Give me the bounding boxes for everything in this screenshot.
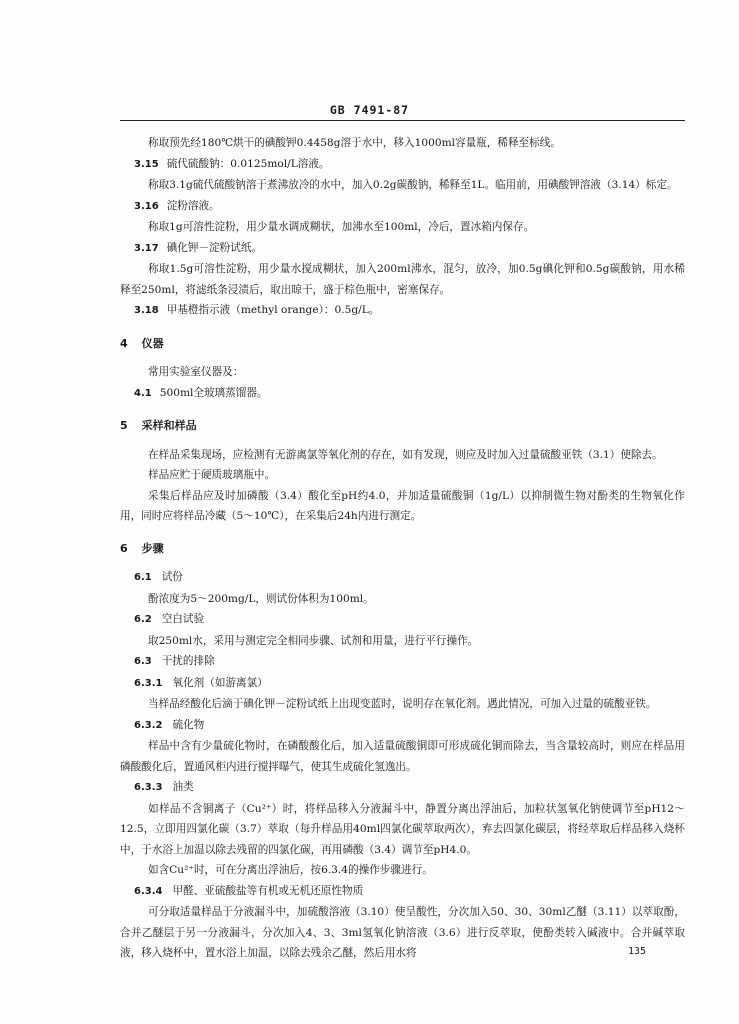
document-body [120, 133, 685, 964]
clause-text: 空白试验 [161, 613, 205, 625]
paragraph: 称取预先经180℃烘干的碘酸钾0.4458g溶于水中，移入1000ml容量瓶，稀释至标线。 [148, 137, 561, 149]
paragraph: 样品中含有少量硫化物时，在磷酸酸化后，加入适量硫酸铜即可形成硫化铜而除去，当含量较高时，则应在样品用磷酸酸化后，置通风柜内进行搅拌曝气，使其生成硫化氢逸出。 [120, 740, 685, 773]
subsection-heading [120, 777, 685, 799]
subsection-heading [120, 567, 685, 589]
clause-item [120, 196, 685, 218]
clause-text: 甲醛、亚硫酸盐等有机或无机还原性物质 [172, 884, 364, 897]
clause-number: 6.3 [134, 656, 152, 667]
paragraph: 可分取适量样品于分液漏斗中，加硫酸溶液（3.10）使呈酸性，分次加入50、30、30ml乙醚（3.11）以萃取酚，合并乙醚层于另一分液漏斗，分次加入4、3、3ml氢氧化钠溶液（3.6）进行反萃取，使酚类转入碱液中。合并碱萃取液，移入烧杯中，置水浴上加温，以除去残余乙醚，然后用水将 [120, 906, 685, 959]
paragraph: 常用实验室仪器及： [148, 366, 244, 378]
clause-number: 6.3.3 [134, 782, 163, 793]
paragraph: 称取1.5g可溶性淀粉，用少量水搅成糊状，加入200ml沸水，混匀，放冷，加0.5g碘化钾和0.5g碳酸钠，用水稀释至250ml，将滤纸条浸渍后，取出晾干，盛于棕色瓶中，密塞保存。 [120, 263, 685, 296]
paragraph: 取250ml水，采用与测定完全相同步骤、试剂和用量，进行平行操作。 [148, 634, 479, 647]
clause-text: 硫代硫酸钠：0.0125mol/L溶液。 [166, 157, 330, 170]
clause-item [120, 154, 685, 176]
subsection-heading [120, 609, 685, 631]
header-rule [120, 120, 685, 121]
clause-text: 碘化钾－淀粉试纸。 [166, 241, 263, 254]
clause-number: 6.3.2 [134, 719, 163, 731]
paragraph: 在样品采集现场，应检测有无游离氯等氧化剂的存在，如有发现，则应及时加入过量硫酸亚铁（3.1）使除去。 [148, 448, 663, 461]
clause-number: 3.17 [134, 242, 159, 254]
clause-text: 氧化剂（如游离氯） [172, 676, 268, 689]
section-heading [120, 539, 685, 560]
paragraph: 酚浓度为5～200mg/L，则试份体积为100ml。 [148, 592, 374, 605]
clause-text: 采样和样品 [141, 419, 197, 432]
paragraph: 当样品经酸化后滴于碘化钾－淀粉试纸上出现变蓝时，说明存在氧化剂。遇此情况，可加入过量的硫酸亚铁。 [148, 698, 657, 710]
clause-number: 6.3.1 [134, 677, 163, 689]
paragraph: 如含Cu²⁺时，可在分离出浮油后，按6.3.4的操作步骤进行。 [148, 864, 433, 876]
standard-header: GB 7491-87 [329, 103, 410, 117]
subsection-heading [120, 715, 685, 737]
clause-number: 3.16 [134, 200, 159, 212]
clause-number: 3.18 [134, 305, 159, 316]
clause-number: 4 [120, 336, 128, 350]
clause-number: 6.2 [134, 614, 152, 625]
clause-item [120, 238, 685, 260]
subsection-heading [120, 881, 685, 903]
paragraph: 称取1g可溶性淀粉，用少量水调成糊状，加沸水至100ml，冷后，置冰箱内保存。 [148, 221, 535, 233]
clause-text: 甲基橙指示液（methyl orange）：0.5g/L。 [166, 304, 380, 316]
clause-item [120, 383, 685, 405]
clause-text: 500ml全玻璃蒸馏器。 [159, 386, 268, 399]
clause-number: 6.1 [134, 572, 152, 583]
paragraph: 采集后样品应及时加磷酸（3.4）酸化至pH约4.0，并加适量硫酸铜（1g/L）以抑制微生物对酚类的生物氧化作用，同时应将样品冷藏（5～10℃），在采集后24h内进行测定。 [120, 489, 685, 522]
clause-text: 步骤 [141, 541, 164, 555]
clause-text: 硫化物 [172, 718, 205, 731]
clause-number: 5 [120, 419, 128, 432]
clause-number: 4.1 [134, 387, 152, 399]
page-number: 135 [628, 946, 647, 957]
section-heading [120, 416, 685, 437]
paragraph: 如样品不含铜离子（Cu²⁺）时，将样品移入分液漏斗中，静置分离出浮油后，加粒状氢氧化钠使调节至pH12～12.5，立即用四氯化碳（3.7）萃取（每升样品用40ml四氯化碳萃取两次），弃去四氯化碳层，将经萃取后样品移入烧杯中，于水浴上加温以除去残留的四氯化碳，再用磷酸（3.4）调节至pH4.0。 [120, 802, 685, 856]
clause-number: 3.15 [134, 158, 159, 170]
clause-item [120, 300, 685, 322]
clause-text: 仪器 [141, 336, 164, 350]
clause-text: 油类 [172, 781, 194, 793]
clause-text: 试份 [161, 571, 183, 583]
paragraph: 称取3.1g硫代硫酸钠溶于煮沸放冷的水中，加入0.2g碳酸钠，稀释至1L。临用前，用碘酸钾溶液（3.14）标定。 [148, 179, 678, 191]
clause-text: 淀粉溶液。 [166, 199, 220, 212]
section-heading [120, 334, 685, 355]
paragraph: 样品应贮于硬质玻璃瓶中。 [148, 469, 276, 481]
subsection-heading [120, 673, 685, 695]
clause-number: 6 [120, 541, 128, 555]
subsection-heading [120, 651, 685, 673]
clause-number: 6.3.4 [134, 885, 163, 897]
clause-text: 干扰的排除 [161, 655, 215, 667]
